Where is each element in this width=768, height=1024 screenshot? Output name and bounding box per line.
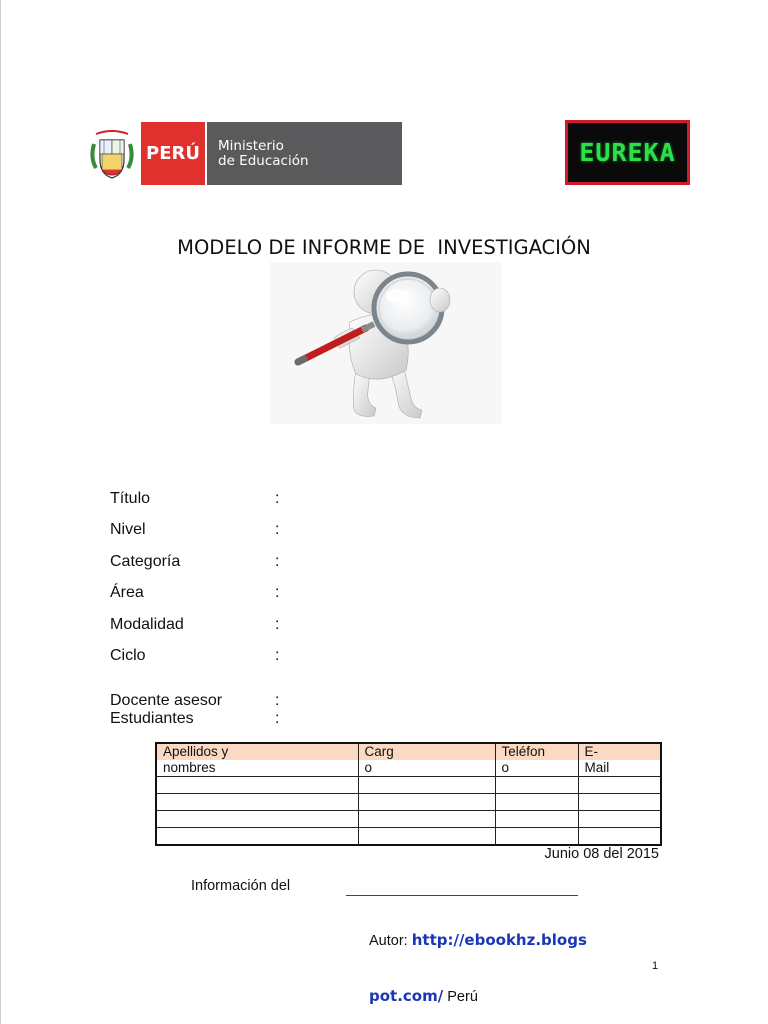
peru-coat-of-arms-icon	[90, 130, 134, 180]
page-number: 1	[652, 960, 659, 972]
students-table	[155, 742, 662, 846]
footer-country: Perú	[447, 989, 478, 1005]
peru-logo-text: PERÚ	[141, 122, 205, 185]
field-label: Nivel	[110, 521, 146, 538]
table-row	[156, 777, 661, 794]
table-cell	[156, 828, 358, 846]
author-label: Autor:	[369, 933, 408, 949]
footer-line	[369, 987, 478, 1005]
field-area	[110, 584, 280, 602]
field-colon: :	[275, 490, 280, 507]
field-colon: :	[275, 553, 280, 570]
blog-link-part-1[interactable]: http://ebookhz.blogs	[411, 931, 587, 949]
page-edge	[0, 0, 1, 1024]
field-label: Título	[110, 490, 151, 507]
blog-link-part-2[interactable]: pot.com/	[369, 987, 444, 1005]
field-label: Estudiantes	[110, 710, 194, 727]
field-colon: :	[275, 692, 280, 709]
eureka-logo	[565, 120, 690, 185]
field-nivel	[110, 521, 280, 539]
table-row	[156, 828, 661, 846]
ministry-line-2: de Educación	[218, 152, 309, 169]
field-colon: :	[275, 521, 280, 538]
table-header-row	[156, 743, 661, 760]
field-ciclo	[110, 647, 280, 665]
author-line	[369, 931, 587, 949]
field-docente-asesor	[110, 692, 280, 710]
field-label: Docente asesor	[110, 692, 223, 709]
table-cell	[495, 794, 578, 811]
field-label: Área	[110, 584, 144, 601]
table-header-row	[156, 760, 661, 777]
table-row	[156, 811, 661, 828]
minedu-logo	[90, 122, 402, 185]
magnifying-glass-figure-image	[270, 262, 502, 424]
field-colon: :	[275, 647, 280, 664]
table-cell	[578, 777, 661, 794]
table-row	[156, 794, 661, 811]
table-cell	[358, 828, 495, 846]
eureka-logo-text: EUREKA	[579, 138, 676, 167]
table-cell	[578, 811, 661, 828]
field-label: Ciclo	[110, 647, 146, 664]
table-header-cell: E-	[578, 743, 661, 760]
field-colon: :	[275, 616, 280, 633]
table-header-cell: nombres	[156, 760, 358, 777]
table-header-cell: o	[358, 760, 495, 777]
table-header-cell: Carg	[358, 743, 495, 760]
field-colon: :	[275, 710, 280, 727]
field-titulo	[110, 490, 280, 508]
table-cell	[156, 811, 358, 828]
field-estudiantes	[110, 710, 280, 728]
table-header-cell: Teléfon	[495, 743, 578, 760]
table-cell	[495, 811, 578, 828]
field-categoria	[110, 553, 280, 571]
info-underline	[346, 895, 578, 896]
field-label: Modalidad	[110, 616, 184, 633]
table-cell	[495, 777, 578, 794]
field-label: Categoría	[110, 553, 181, 570]
ministry-logo-text	[207, 122, 402, 185]
table-cell	[578, 828, 661, 846]
table-cell	[358, 811, 495, 828]
table-cell	[156, 794, 358, 811]
table-cell	[358, 777, 495, 794]
table-cell	[358, 794, 495, 811]
table-cell	[578, 794, 661, 811]
page-title: MODELO DE INFORME DE INVESTIGACIÓN	[177, 236, 591, 259]
table-header-cell: o	[495, 760, 578, 777]
document-date: Junio 08 del 2015	[544, 846, 659, 862]
table-cell	[156, 777, 358, 794]
ministry-line-1: Ministerio	[218, 137, 284, 154]
field-modalidad	[110, 616, 280, 634]
field-colon: :	[275, 584, 280, 601]
table-header-cell: Mail	[578, 760, 661, 777]
table-header-cell: Apellidos y	[156, 743, 358, 760]
info-label: Información del	[191, 878, 291, 894]
table-cell	[495, 828, 578, 846]
